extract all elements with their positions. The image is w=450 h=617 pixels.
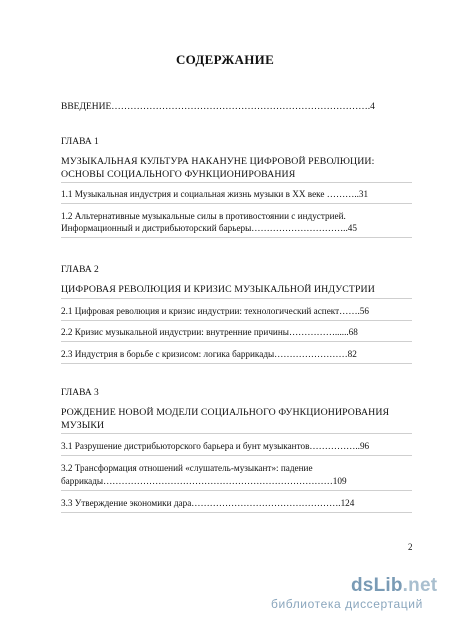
- toc-entry-3-1: 3.1 Разрушение дистрибьюторского барьера и бунт музыкантов……………..96: [61, 441, 370, 451]
- chapter-3-heading-line-1: РОЖДЕНИЕ НОВОЙ МОДЕЛИ СОЦИАЛЬНОГО ФУНКЦИОНИРОВАНИЯ: [61, 407, 390, 418]
- logo-subtitle: библиотека диссертаций: [271, 597, 423, 611]
- toc-entry-3-2-line-2: баррикады…………………………………………………………………109: [61, 476, 347, 486]
- toc-entry-1-1: 1.1 Музыкальная индустрия и социальная жизнь музыки в ХХ веке ………..31: [61, 189, 369, 199]
- divider: [61, 490, 412, 491]
- chapter-1-heading-line-1: МУЗЫКАЛЬНАЯ КУЛЬТУРА НАКАНУНЕ ЦИФРОВОЙ РЕВОЛЮЦИИ:: [61, 156, 375, 167]
- chapter-3-heading-line-2: МУЗЫКИ: [61, 420, 105, 431]
- divider: [61, 298, 412, 299]
- toc-entry-2-1: 2.1 Цифровая революция и кризис индустрии: технологический аспект…….56: [61, 306, 369, 316]
- divider: [61, 433, 412, 434]
- logo-domain: .net: [402, 575, 438, 596]
- toc-entry-1-2-line-1: 1.2 Альтернативные музыкальные силы в противостоянии с индустрией.: [61, 211, 346, 221]
- divider: [61, 341, 412, 342]
- chapter-1-heading-line-2: ОСНОВЫ СОЦИАЛЬНОГО ФУНКЦИОНИРОВАНИЯ: [61, 169, 296, 180]
- toc-intro: ВВЕДЕНИЕ……………………………………………………………………….4: [61, 102, 375, 112]
- page-title: СОДЕРЖАНИЕ: [175, 52, 275, 67]
- chapter-2-heading: ЦИФРОВАЯ РЕВОЛЮЦИЯ И КРИЗИС МУЗЫКАЛЬНОЙ ИНДУСТРИИ: [61, 284, 375, 295]
- toc-entry-3-2-line-1: 3.2 Трансформация отношений «слушатель-музыкант»: падение: [61, 463, 313, 473]
- divider: [61, 320, 412, 321]
- divider: [61, 512, 412, 513]
- watermark-logo[interactable]: [271, 575, 438, 611]
- divider: [61, 363, 412, 364]
- toc-entry-2-2: 2.2 Кризис музыкальной индустрии: внутренние причины……………......68: [61, 327, 358, 337]
- logo-name: dsLib: [351, 575, 403, 596]
- chapter-1-label: ГЛАВА 1: [61, 137, 99, 147]
- chapter-2-label: ГЛАВА 2: [61, 265, 99, 275]
- divider: [61, 455, 412, 456]
- toc-entry-3-3: 3.3 Утверждение экономики дара………………………………………….124: [61, 498, 355, 508]
- toc-entry-2-3: 2.3 Индустрия в борьбе с кризисом: логика баррикады……………………82: [61, 349, 357, 359]
- chapter-3-label: ГЛАВА 3: [61, 388, 99, 398]
- page-number: 2: [408, 542, 413, 552]
- divider: [61, 203, 412, 204]
- divider: [61, 237, 412, 238]
- toc-entry-1-2-line-2: Информационный и дистрибьюторский барьеры…………………………..45: [61, 223, 357, 233]
- logo-text: [351, 575, 437, 597]
- divider: [61, 182, 412, 183]
